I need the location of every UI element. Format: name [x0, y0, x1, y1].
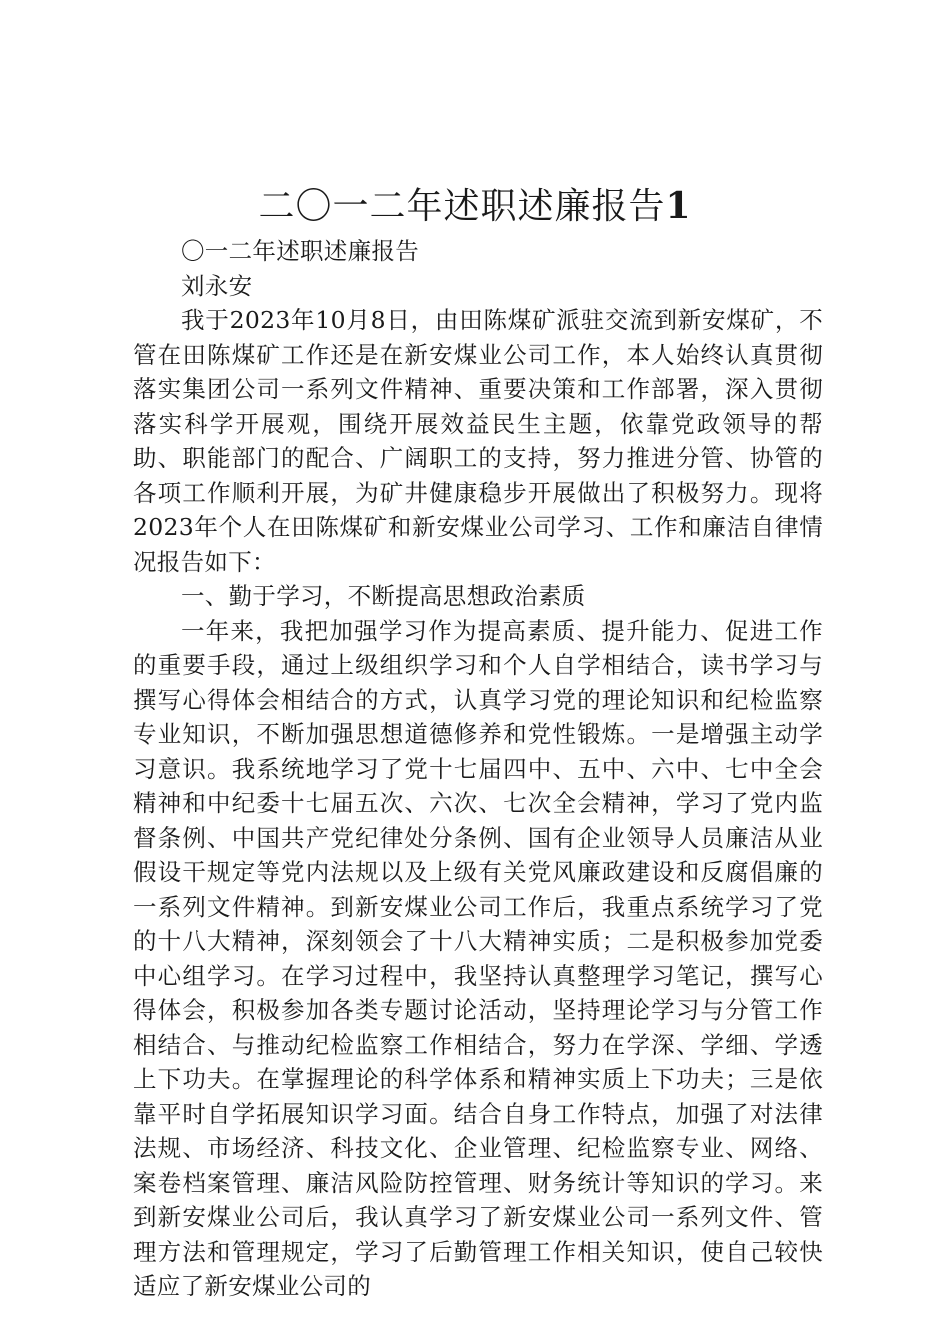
- author-paragraph: 刘永安: [181, 271, 253, 300]
- document-body: [133, 234, 823, 1304]
- document-title-number: 1: [665, 185, 692, 227]
- intro-paragraph: 我于2023年10月8日，由田陈煤矿派驻交流到新安煤矿，不管在田陈煤矿工作还是在新安煤业公司工作，本人始终认真贯彻落实集团公司一系列文件精神、重要决策和工作部署，深入贯彻落实科学开展观，围绕开展效益民生主题，依靠党政领导的帮助、职能部门的配合、广阔职工的支持，努力推进分管、协管的各项工作顺利开展，为矿井健康稳步开展做出了积极努力。现将2023年个人在田陈煤矿和新安煤业公司学习、工作和廉洁自律情况报告如下：: [133, 306, 823, 576]
- subtitle-paragraph: 〇一二年述职述廉报告: [181, 237, 419, 265]
- section-heading: 一、勤于学习，不断提高思想政治素质: [181, 582, 586, 610]
- document-title-text: 二〇一二年述职述廉报告: [258, 186, 666, 227]
- document-title: [0, 178, 950, 235]
- section-body-paragraph: 一年来，我把加强学习作为提高素质、提升能力、促进工作的重要手段，通过上级组织学习和个人自学相结合，读书学习与撰写心得体会相结合的方式，认真学习党的理论知识和纪检监察专业知识，不断加强思想道德修养和党性锻炼。一是增强主动学习意识。我系统地学习了党十七届四中、五中、六中、七中全会精神和中纪委十七届五次、六次、七次全会精神，学习了党内监督条例、中国共产党纪律处分条例、国有企业领导人员廉洁从业假设干规定等党内法规以及上级有关党风廉政建设和反腐倡廉的一系列文件精神。到新安煤业公司工作后，我重点系统学习了党的十八大精神，深刻领会了十八大精神实质；二是积极参加党委中心组学习。在学习过程中，我坚持认真整理学习笔记，撰写心得体会，积极参加各类专题讨论活动，坚持理论学习与分管工作相结合、与推动纪检监察工作相结合，努力在学深、学细、学透上下功夫。在掌握理论的科学体系和精神实质上下功夫；三是依靠平时自学拓展知识学习面。结合自身工作特点，加强了对法律法规、市场经济、科技文化、企业管理、纪检监察专业、网络、案卷档案管理、廉洁风险防控管理、财务统计等知识的学习。来到新安煤业公司后，我认真学习了新安煤业公司一系列文件、管理方法和管理规定，学习了后勤管理工作相关知识，使自己较快适应了新安煤业公司的: [133, 616, 823, 1300]
